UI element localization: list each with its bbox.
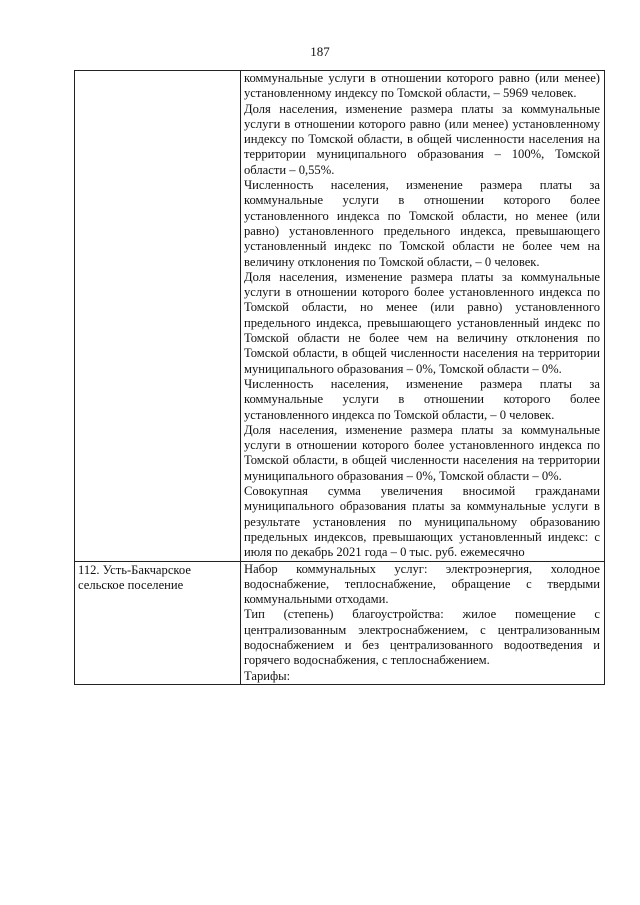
municipality-cell xyxy=(75,71,241,562)
paragraph: Доля населения, изменение размера платы за коммунальные услуги в отношении которого более установленного индекса по Томской области, но менее (или равно) установленного предельного индекса, превышающего установленный индекс по Томской области не более чем на величину отклонения по Томской области, в общей численности населения на территории муниципального образования – 0%, Томской области – 0%. xyxy=(244,269,600,376)
municipality-cell xyxy=(75,561,241,684)
paragraph: Тарифы: xyxy=(244,668,291,683)
paragraph: Тип (степень) благоустройства: жилое помещение с централизованным электроснабжением, с централизованным водоснабжением и без централизованного водоотведения и горячего водоснабжения, с теплоснабжением. xyxy=(244,607,600,668)
page-number: 187 xyxy=(310,44,330,59)
municipal-data-table xyxy=(74,70,605,685)
paragraph: Доля населения, изменение размера платы за коммунальные услуги в отношении которого более установленного индекса по Томской области, в общей численности населения на территории муниципального образования – 0%, Томской области – 0%. xyxy=(244,422,600,483)
paragraph: коммунальные услуги в отношении которого равно (или менее) установленному индексу по Томской области, – 5969 человек. xyxy=(244,71,600,101)
paragraph: Доля населения, изменение размера платы за коммунальные услуги в отношении которого равно (или менее) установленному индексу по Томской области, в общей численности населения на территории муниципального образования – 100%, Томской области – 0,55%. xyxy=(244,101,600,177)
paragraph: Численность населения, изменение размера платы за коммунальные услуги в отношении которого более установленного индекса по Томской области, но менее (или равно) установленного предельного индекса, превышающего установленный индекс по Томской области не более чем на величину отклонения по Томской области, – 0 человек. xyxy=(244,178,600,269)
municipality-label: 112. Усть-Бакчарское сельское поселение xyxy=(78,562,191,592)
paragraph: Набор коммунальных услуг: электроэнергия, холодное водоснабжение, теплоснабжение, обращение с твердыми коммунальными отходами. xyxy=(244,561,600,607)
table-row xyxy=(75,71,605,562)
municipality-label xyxy=(78,71,236,72)
table-row xyxy=(75,561,605,684)
indicators-cell xyxy=(241,71,605,562)
paragraph: Совокупная сумма увеличения вносимой гражданами муниципального образования платы за коммунальные услуги в результате установления по муниципальному образованию предельных индексов, превышающих установленный индекс: с июля по декабрь 2021 года – 0 тыс. руб. ежемесячно xyxy=(244,484,600,560)
indicators-cell xyxy=(241,561,605,684)
paragraph: Численность населения, изменение размера платы за коммунальные услуги в отношении которого более установленного индекса по Томской области, – 0 человек. xyxy=(244,376,600,422)
